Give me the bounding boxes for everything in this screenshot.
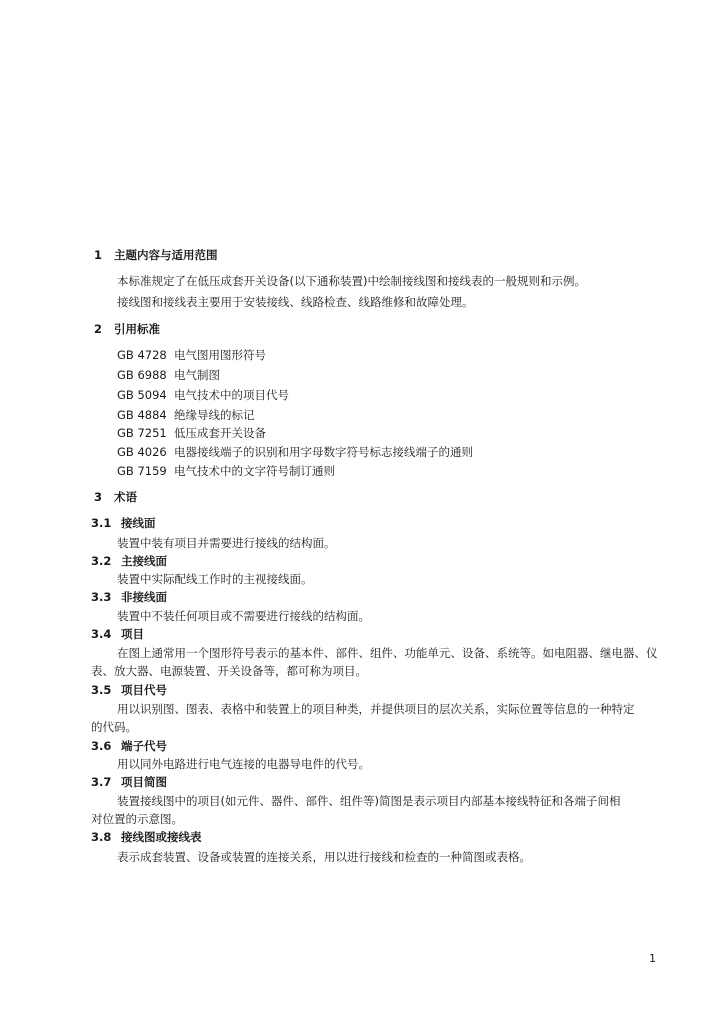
term-3-2-heading	[91, 554, 167, 568]
term-3-7-heading	[91, 775, 167, 789]
reference-code: GB 7159	[117, 464, 167, 478]
paragraph-continuation: 表、放大器、电源装置、开关设备等，都可称为项目。	[91, 664, 367, 678]
reference-item	[117, 445, 473, 459]
reference-title: 电气图用图形符号	[174, 348, 266, 362]
section-title: 术语	[114, 490, 137, 504]
reference-item	[117, 348, 266, 362]
term-number: 3.5	[91, 683, 112, 697]
reference-title: 电气制图	[174, 368, 220, 382]
paragraph: 用以同外电路进行电气连接的电器导电件的代号。	[117, 757, 370, 771]
term-3-3-heading	[91, 590, 167, 604]
reference-code: GB 4728	[117, 348, 167, 362]
paragraph: 在图上通常用一个图形符号表示的基本件、部件、组件、功能单元、设备、系统等。如电阻器、继电器、仪	[117, 646, 658, 660]
paragraph: 表示成套装置、设备或装置的连接关系，用以进行接线和检查的一种简图或表格。	[117, 850, 531, 864]
term-3-4-heading	[91, 627, 144, 641]
reference-title: 低压成套开关设备	[174, 426, 266, 440]
reference-item	[117, 368, 220, 382]
reference-title: 电气技术中的项目代号	[174, 388, 289, 402]
reference-item	[117, 408, 255, 422]
paragraph: 装置中不装任何项目或不需要进行接线的结构面。	[117, 609, 370, 623]
reference-code: GB 5094	[117, 388, 167, 402]
reference-title: 电器接线端子的识别和用字母数字符号标志接线端子的通则	[174, 445, 473, 459]
term-title: 接线图或接线表	[121, 830, 202, 844]
term-number: 3.1	[91, 516, 112, 530]
reference-item	[117, 426, 266, 440]
term-title: 端子代号	[121, 739, 167, 753]
reference-title: 绝缘导线的标记	[174, 408, 255, 422]
section-title: 主题内容与适用范围	[114, 248, 218, 262]
term-title: 项目简图	[121, 775, 167, 789]
term-number: 3.3	[91, 590, 112, 604]
term-3-8-heading	[91, 830, 202, 844]
term-title: 接线面	[121, 516, 156, 530]
term-title: 主接线面	[121, 554, 167, 568]
term-3-6-heading	[91, 739, 167, 753]
term-3-5-heading	[91, 683, 167, 697]
paragraph-continuation: 对位置的示意图。	[91, 812, 183, 826]
section-1-heading	[94, 248, 218, 262]
section-title: 引用标准	[114, 322, 160, 336]
term-number: 3.7	[91, 775, 112, 789]
paragraph: 接线图和接线表主要用于安装接线、线路检查、线路维修和故障处理。	[117, 295, 474, 309]
term-number: 3.2	[91, 554, 112, 568]
reference-item	[117, 464, 335, 478]
term-number: 3.8	[91, 830, 112, 844]
paragraph: 用以识别图、图表、表格中和装置上的项目种类，并提供项目的层次关系，实际位置等信息的一种特定	[117, 702, 635, 716]
reference-code: GB 4026	[117, 445, 167, 459]
reference-code: GB 7251	[117, 426, 167, 440]
term-3-1-heading	[91, 516, 156, 530]
paragraph: 装置接线图中的项目(如元件、器件、部件、组件等)简图是表示项目内部基本接线特征和各端子间相	[117, 794, 621, 808]
section-number: 2	[94, 322, 103, 336]
section-number: 1	[94, 248, 103, 262]
term-number: 3.4	[91, 627, 112, 641]
paragraph: 本标准规定了在低压成套开关设备(以下通称装置)中绘制接线图和接线表的一般规则和示例。	[117, 274, 586, 288]
page-number: 1	[649, 952, 656, 965]
term-title: 项目代号	[121, 683, 167, 697]
reference-code: GB 6988	[117, 368, 167, 382]
term-title: 项目	[121, 627, 144, 641]
section-2-heading	[94, 322, 160, 336]
paragraph-continuation: 的代码。	[91, 720, 137, 734]
paragraph: 装置中实际配线工作时的主视接线面。	[117, 572, 313, 586]
section-number: 3	[94, 490, 103, 504]
reference-item	[117, 388, 289, 402]
reference-title: 电气技术中的文字符号制订通则	[174, 464, 335, 478]
paragraph: 装置中装有项目并需要进行接线的结构面。	[117, 536, 336, 550]
term-number: 3.6	[91, 739, 112, 753]
section-3-heading	[94, 490, 137, 504]
term-title: 非接线面	[121, 590, 167, 604]
reference-code: GB 4884	[117, 408, 167, 422]
